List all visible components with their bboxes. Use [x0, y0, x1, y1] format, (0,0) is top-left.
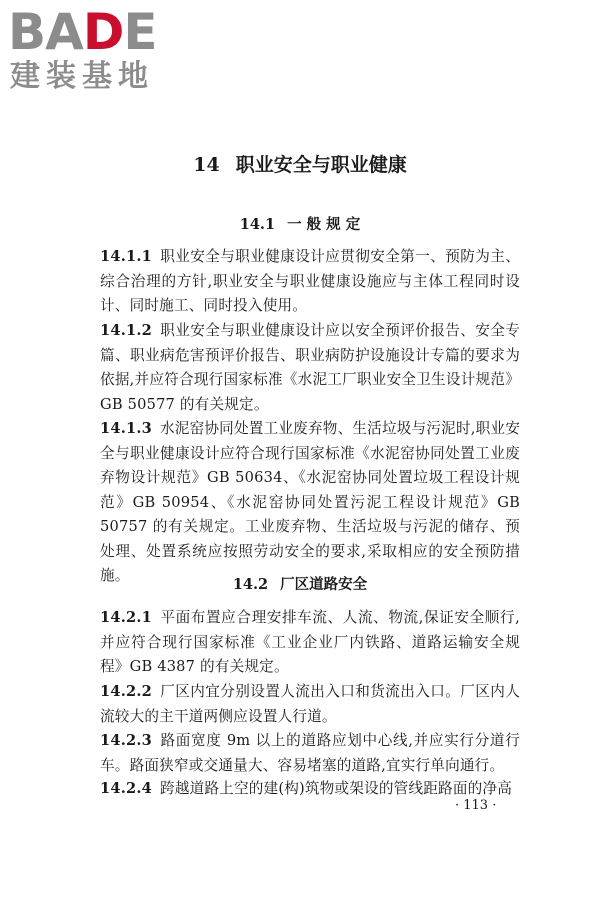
chapter-title-text: 职业安全与职业健康 [235, 154, 407, 176]
clause-number: 14.1.1 [100, 248, 152, 265]
section-title: 一 般 规 定 [287, 216, 361, 233]
clause-text: 平面布置应合理安排车流、人流、物流,保证安全顺行,并应符合现行国家标准《工业企业厂内铁路、道路运输安全规程》GB 4387 的有关规定。 [100, 609, 520, 675]
clause-number: 14.2.1 [100, 609, 152, 626]
clause-text: 水泥窑协同处置工业废弃物、生活垃圾与污泥时,职业安全与职业健康设计应符合现行国家标准《水泥窑协同处置工业废弃物设计规范》GB 50634、《水泥窑协同处置垃圾工程设计规范》GB 50954、《水泥窑协同处置污泥工程设计规范》GB 50757 的有关规定。工业废弃物、生活垃圾与污泥的储存、预处理、处置系统应按照劳动安全的要求,采取相应的安全预防措施。 [100, 420, 520, 584]
clause-number: 14.1.2 [100, 322, 152, 339]
clause-number: 14.2.2 [100, 683, 152, 700]
clause-14-2-2 [100, 680, 520, 729]
chapter-number: 14 [193, 154, 220, 176]
page-number: · 113 · [455, 798, 497, 813]
logo-word-prefix: BA [8, 3, 83, 61]
logo-word-suffix: E [123, 3, 157, 61]
clause-text: 职业安全与职业健康设计应以安全预评价报告、安全专篇、职业病危害预评价报告、职业病防护设施设计专篇的要求为依据,并应符合现行国家标准《水泥工厂职业安全卫生设计规范》GB 50577 的有关规定。 [100, 322, 520, 413]
logo-wordmark [8, 4, 178, 60]
clause-number: 14.2.4 [100, 780, 152, 797]
section-title: 厂区道路安全 [280, 576, 368, 593]
clause-14-1-1 [100, 245, 520, 319]
clause-text: 厂区内宜分别设置人流出入口和货流出入口。厂区内人流较大的主干道两侧应设置人行道。 [100, 683, 520, 725]
clause-text: 路面宽度 9m 以上的道路应划中心线,并应实行分道行车。路面狭窄或交通量大、容易堵塞的道路,宜实行单向通行。 [100, 732, 520, 774]
section-number: 14.2 [232, 576, 269, 593]
logo [8, 4, 178, 94]
logo-word-accent: D [82, 3, 124, 61]
clause-text: 跨越道路上空的建(构)筑物或架设的管线距路面的净高 [159, 780, 513, 797]
clause-14-1-3 [100, 417, 520, 589]
chapter-title [0, 150, 600, 177]
clause-number: 14.2.3 [100, 732, 152, 749]
clause-14-2-3 [100, 729, 520, 778]
section-heading-14-2 [0, 573, 600, 594]
clause-text: 职业安全与职业健康设计应贯彻安全第一、预防为主、综合治理的方针,职业安全与职业健康设施应与主体工程同时设计、同时施工、同时投入使用。 [100, 248, 520, 314]
section-heading-14-1 [0, 213, 600, 234]
logo-subtitle: 建装基地 [10, 59, 154, 94]
section-number: 14.1 [239, 216, 276, 233]
clause-14-2-1 [100, 606, 520, 680]
clause-number: 14.1.3 [100, 420, 152, 437]
clause-14-1-2 [100, 319, 520, 417]
